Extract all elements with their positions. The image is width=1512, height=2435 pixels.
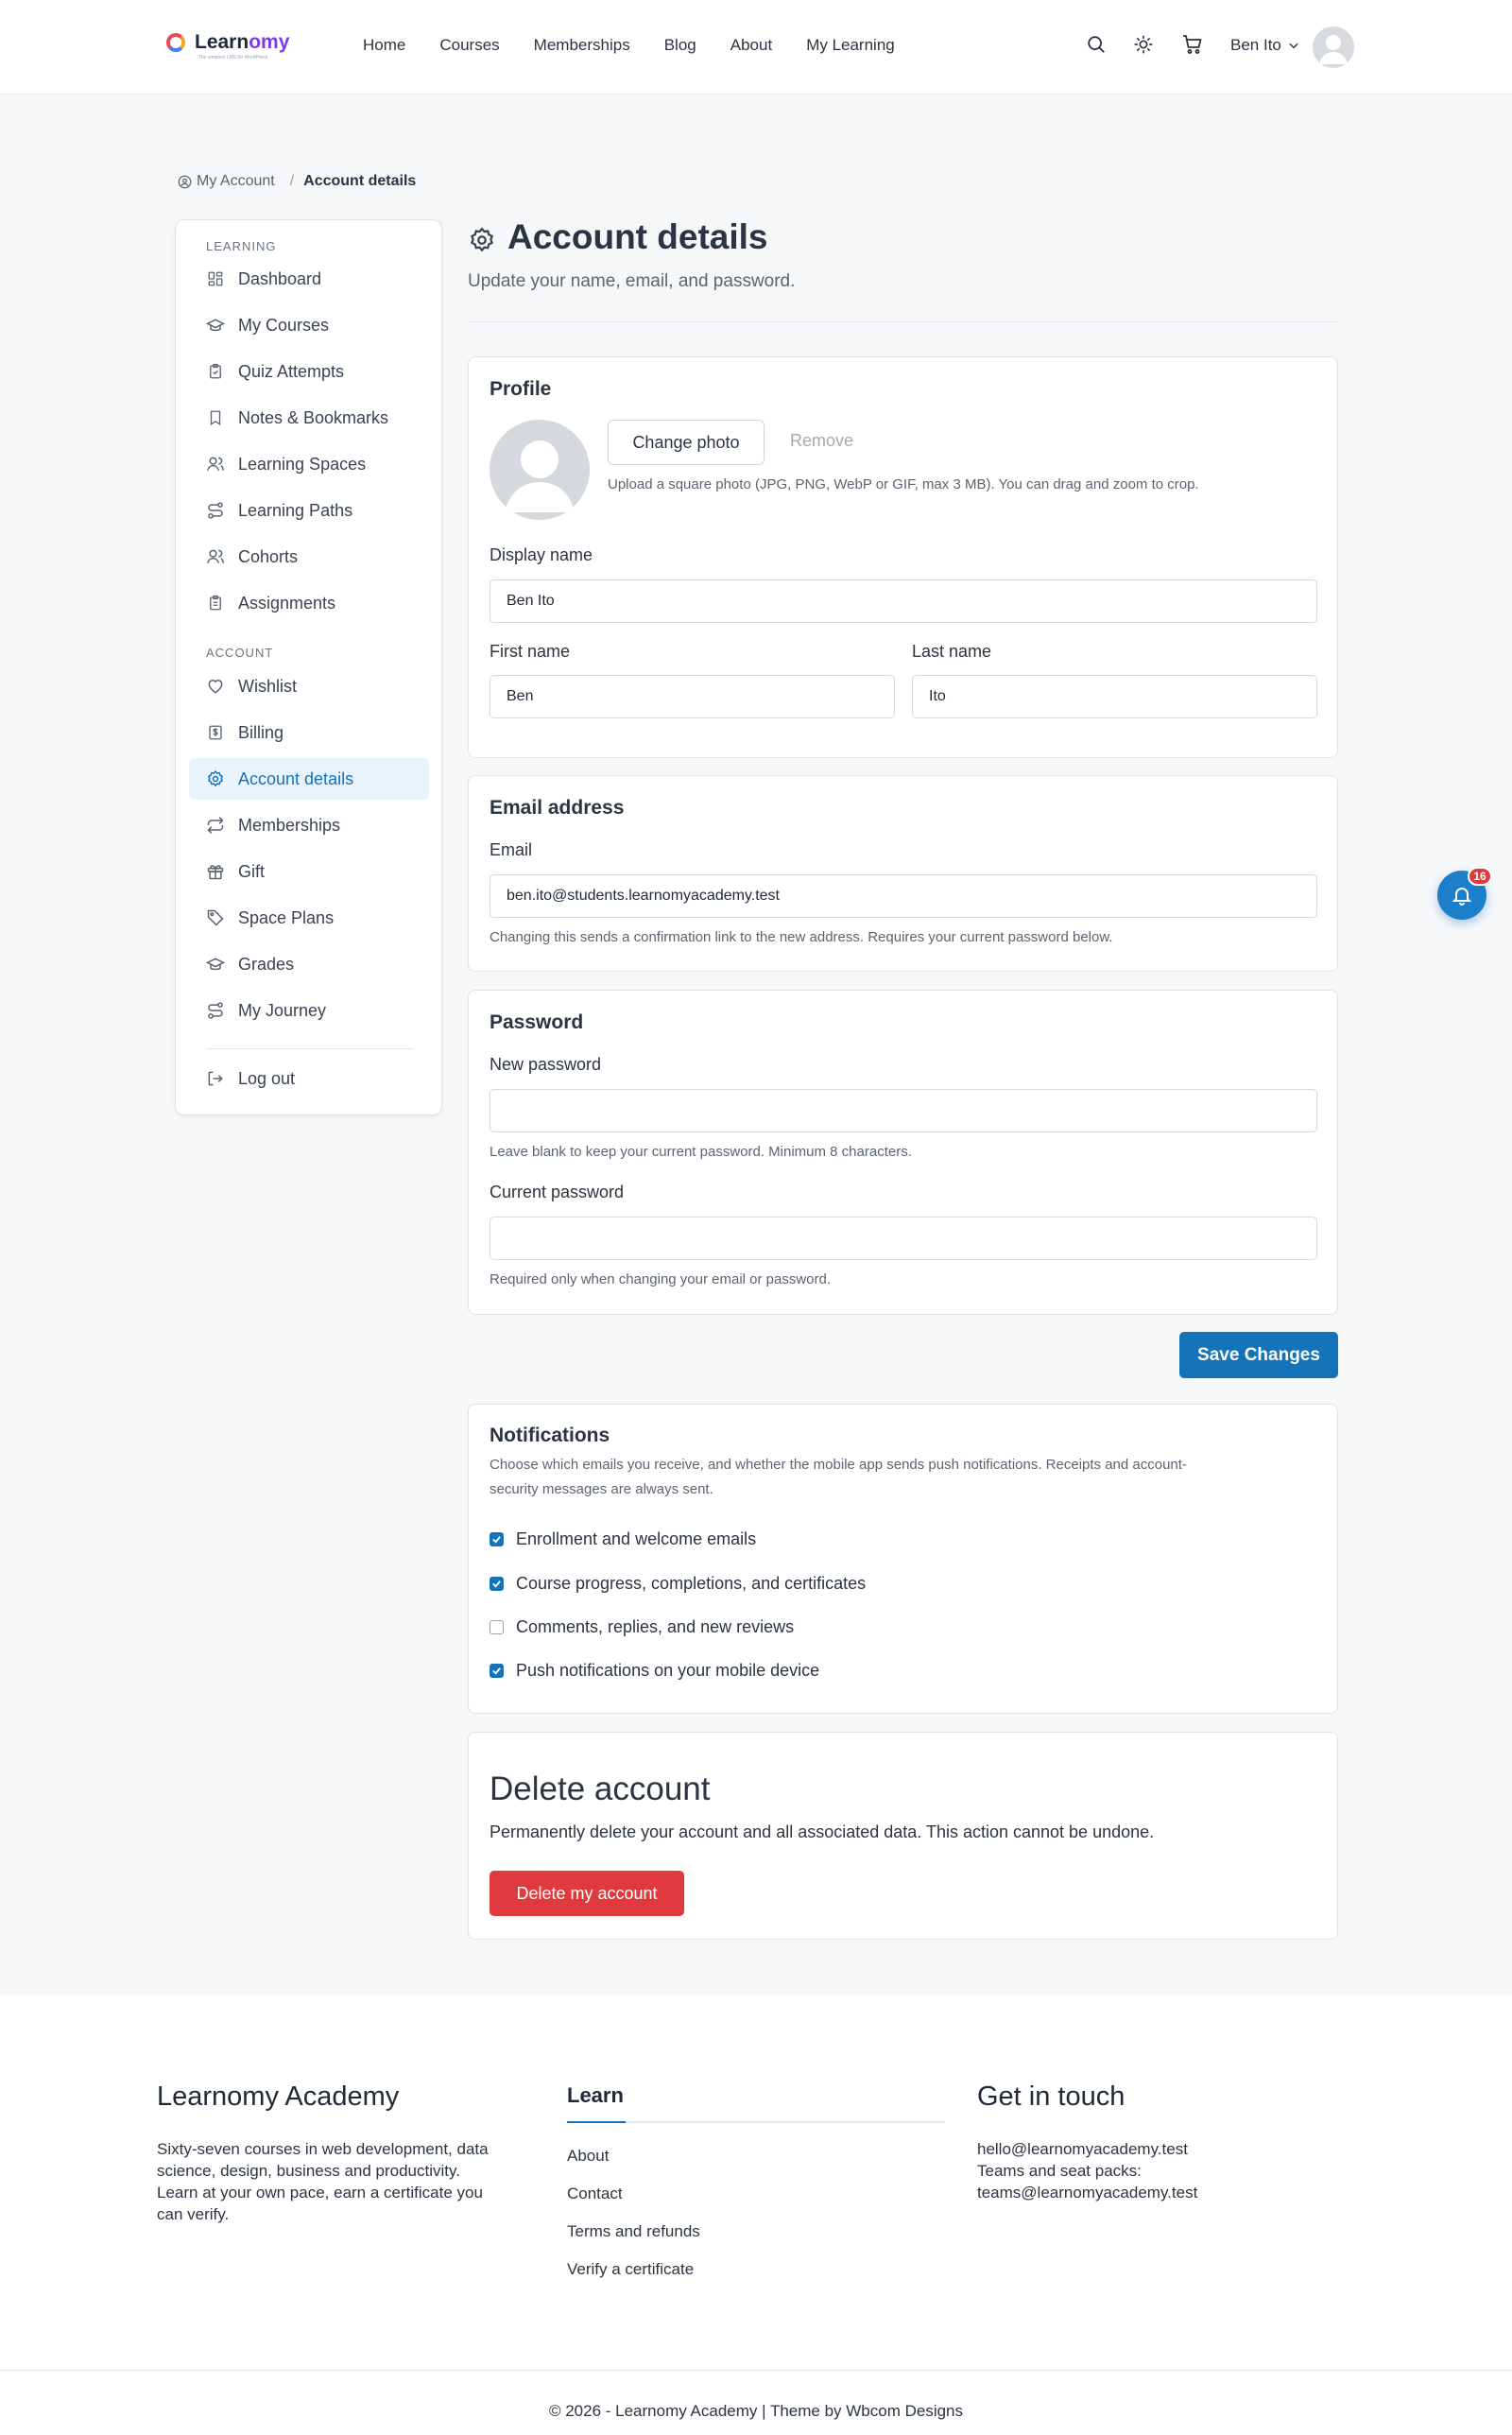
new-password-input[interactable]	[490, 1089, 1317, 1132]
account-sidebar	[175, 219, 442, 1115]
bell-icon	[1451, 884, 1473, 907]
footer-brand-line: can verify.	[157, 2205, 230, 2223]
email-card	[468, 775, 1338, 972]
breadcrumb-my-account[interactable]: My Account	[197, 173, 275, 189]
notify-option-push[interactable]	[490, 1661, 819, 1681]
profile-title: Profile	[490, 378, 552, 400]
notifications-title: Notifications	[490, 1425, 610, 1446]
footer-contact-text	[977, 2138, 1197, 2203]
sidebar-item-my-journey[interactable]	[189, 990, 429, 1031]
footer-contact-teams-email[interactable]: teams@learnomyacademy.test	[977, 2184, 1198, 2202]
footer-contact-line: Teams and seat packs:	[977, 2162, 1142, 2180]
sidebar-item-label: Account details	[238, 768, 354, 788]
sidebar-section-account: ACCOUNT	[206, 646, 274, 660]
footer-brand-text	[157, 2138, 489, 2225]
sidebar-item-label: My Journey	[238, 1000, 327, 1020]
logo-text-accent: omy	[249, 31, 290, 53]
sidebar-item-label: Billing	[238, 722, 284, 742]
cart-icon[interactable]	[1180, 32, 1205, 57]
email-label: Email	[490, 840, 533, 859]
checkbox-checked[interactable]	[490, 1532, 504, 1546]
site-header	[0, 0, 1512, 95]
footer-contact-title: Get in touch	[977, 2081, 1125, 2112]
sidebar-item-assignments[interactable]	[189, 582, 429, 624]
display-name-label: Display name	[490, 545, 593, 564]
change-photo-button[interactable]: Change photo	[608, 420, 765, 465]
notification-count-badge: 16	[1468, 867, 1492, 886]
footer-copyright: © 2026 - Learnomy Academy | Theme by Wbcom Designs	[548, 2402, 964, 2420]
sidebar-item-quiz-attempts[interactable]	[189, 351, 429, 392]
repeat-icon	[206, 816, 225, 835]
profile-photo	[490, 420, 590, 520]
logo-mark-icon	[166, 33, 185, 52]
sidebar-item-learning-paths[interactable]	[189, 490, 429, 531]
sidebar-item-label: Assignments	[238, 593, 336, 613]
receipt-icon	[206, 723, 225, 742]
sidebar-item-cohorts[interactable]	[189, 536, 429, 578]
gift-icon	[206, 862, 225, 881]
nav-courses[interactable]: Courses	[439, 36, 500, 54]
breadcrumb	[178, 173, 416, 190]
route-icon	[206, 501, 225, 520]
current-password-label: Current password	[490, 1183, 625, 1201]
sidebar-item-label: Wishlist	[238, 676, 297, 696]
sidebar-item-label: Quiz Attempts	[238, 361, 345, 381]
sidebar-item-learning-spaces[interactable]	[189, 443, 429, 485]
new-password-label: New password	[490, 1055, 602, 1074]
site-footer	[0, 1995, 1512, 2435]
delete-account-title: Delete account	[490, 1770, 711, 1807]
footer-brand-line: Learn at your own pace, earn a certificate you	[157, 2184, 483, 2202]
notifications-description-line-1: Choose which emails you receive, and whether the mobile app sends push notifications. Receipts and account-	[490, 1457, 1187, 1473]
sidebar-item-account-details[interactable]	[189, 758, 429, 800]
footer-link-verify-certificate[interactable]: Verify a certificate	[567, 2260, 695, 2278]
page-title	[468, 217, 768, 257]
footer-link-terms[interactable]: Terms and refunds	[567, 2222, 700, 2240]
first-name-input[interactable]: Ben	[490, 675, 895, 718]
save-changes-button[interactable]: Save Changes	[1179, 1332, 1338, 1378]
option-label: Course progress, completions, and certificates	[516, 1574, 867, 1593]
sidebar-item-label: Learning Paths	[238, 500, 353, 520]
display-name-input[interactable]: Ben Ito	[490, 579, 1317, 623]
sidebar-divider	[206, 1048, 414, 1049]
breadcrumb-separator: /	[289, 173, 295, 189]
last-name-input[interactable]: Ito	[912, 675, 1317, 718]
users-icon	[206, 547, 225, 566]
sidebar-item-label: Dashboard	[238, 268, 322, 288]
sidebar-item-space-plans[interactable]	[189, 897, 429, 939]
main-nav	[363, 36, 895, 55]
sidebar-item-label: Gift	[238, 861, 266, 881]
footer-brand-line: Sixty-seven courses in web development, data	[157, 2140, 489, 2158]
user-circle-icon	[178, 175, 192, 189]
users-icon	[206, 455, 225, 474]
breadcrumb-current: Account details	[303, 173, 417, 189]
new-password-hint: Leave blank to keep your current password. Minimum 8 characters.	[490, 1144, 912, 1160]
sidebar-item-gift[interactable]	[189, 851, 429, 892]
user-name: Ben Ito	[1230, 36, 1281, 54]
nav-home[interactable]: Home	[363, 36, 406, 54]
gear-icon	[206, 769, 225, 788]
notify-option-comments[interactable]	[490, 1617, 794, 1637]
footer-link-about[interactable]: About	[567, 2147, 610, 2165]
nav-blog[interactable]: Blog	[663, 36, 696, 54]
user-menu[interactable]	[1230, 36, 1300, 55]
current-password-input[interactable]	[490, 1217, 1317, 1260]
bookmark-icon	[206, 408, 225, 427]
theme-toggle-icon[interactable]	[1131, 32, 1156, 57]
current-password-hint: Required only when changing your email or password.	[490, 1271, 832, 1287]
notify-option-enrollment[interactable]	[490, 1529, 756, 1549]
footer-link-contact[interactable]: Contact	[567, 2185, 623, 2202]
footer-bottom-divider	[0, 2370, 1512, 2371]
email-hint: Changing this sends a confirmation link to the new address. Requires your current password below.	[490, 929, 1113, 945]
page-subtitle: Update your name, email, and password.	[468, 271, 796, 291]
notifications-description-line-2: security messages are always sent.	[490, 1481, 713, 1497]
sidebar-item-notes-bookmarks[interactable]	[189, 397, 429, 439]
last-name-label: Last name	[912, 642, 992, 661]
route-icon	[206, 1001, 225, 1020]
sidebar-item-memberships[interactable]	[189, 804, 429, 846]
nav-memberships[interactable]: Memberships	[533, 36, 630, 54]
clipboard-check-icon	[206, 362, 225, 381]
sidebar-item-logout[interactable]	[189, 1058, 429, 1099]
first-name-label: First name	[490, 642, 571, 661]
chevron-down-icon	[1287, 39, 1300, 52]
nav-about[interactable]: About	[730, 36, 773, 54]
sidebar-item-label: Memberships	[238, 815, 341, 835]
password-title: Password	[490, 1011, 584, 1033]
delete-account-text: Permanently delete your account and all associated data. This action cannot be undone.	[490, 1822, 1155, 1841]
logout-icon	[206, 1069, 225, 1088]
dashboard-icon	[206, 269, 225, 288]
logo-text: Learn	[195, 31, 249, 53]
sidebar-item-label: Notes & Bookmarks	[238, 407, 389, 427]
option-label: Comments, replies, and new reviews	[516, 1617, 795, 1636]
title-divider	[468, 321, 1338, 322]
sidebar-item-my-courses[interactable]	[189, 304, 429, 346]
graduation-cap-icon	[206, 316, 225, 335]
sidebar-item-grades[interactable]	[189, 943, 429, 985]
photo-hint: Upload a square photo (JPG, PNG, WebP or GIF, max 3 MB). You can drag and zoom to crop.	[608, 476, 1199, 492]
gear-icon	[468, 223, 496, 251]
footer-learn-title: Learn	[567, 2083, 624, 2107]
sidebar-item-dashboard[interactable]	[189, 258, 429, 300]
sidebar-item-label: Learning Spaces	[238, 454, 367, 474]
nav-my-learning[interactable]: My Learning	[806, 36, 895, 54]
user-avatar[interactable]	[1313, 26, 1354, 68]
notify-option-progress[interactable]	[490, 1574, 866, 1594]
checkbox-checked[interactable]	[490, 1577, 504, 1591]
search-icon[interactable]	[1084, 32, 1108, 57]
footer-learn-divider	[567, 2121, 945, 2123]
profile-card	[468, 356, 1338, 758]
checkbox-checked[interactable]	[490, 1664, 504, 1678]
password-card	[468, 990, 1338, 1315]
page-title-text: Account details	[507, 217, 768, 256]
sidebar-item-label: Cohorts	[238, 546, 299, 566]
option-label: Push notifications on your mobile device	[516, 1661, 820, 1680]
remove-photo-button[interactable]: Remove	[790, 431, 854, 450]
logo-tagline: The simplest LMS for WordPress	[198, 55, 268, 60]
sidebar-item-label: My Courses	[238, 315, 330, 335]
sidebar-item-wishlist[interactable]	[189, 665, 429, 707]
graduation-cap-icon	[206, 955, 225, 974]
option-label: Enrollment and welcome emails	[516, 1529, 757, 1548]
notifications-card	[468, 1404, 1338, 1714]
email-title: Email address	[490, 797, 625, 819]
clipboard-list-icon	[206, 594, 225, 613]
checkbox-unchecked[interactable]	[490, 1620, 504, 1634]
site-logo[interactable]	[166, 31, 290, 60]
sidebar-item-label: Log out	[238, 1068, 296, 1088]
email-input[interactable]: ben.ito@students.learnomyacademy.test	[490, 874, 1317, 918]
sidebar-item-label: Grades	[238, 954, 295, 974]
footer-brand-line: science, design, business and productivity.	[157, 2162, 460, 2180]
sidebar-item-label: Space Plans	[238, 907, 335, 927]
tag-icon	[206, 908, 225, 927]
footer-contact-email[interactable]: hello@learnomyacademy.test	[977, 2140, 1188, 2158]
delete-account-card	[468, 1732, 1338, 1940]
sidebar-item-billing[interactable]	[189, 712, 429, 753]
delete-account-button[interactable]: Delete my account	[490, 1871, 684, 1916]
sidebar-section-learning: LEARNING	[206, 239, 277, 253]
footer-brand-title: Learnomy Academy	[157, 2081, 400, 2112]
heart-icon	[206, 677, 225, 696]
